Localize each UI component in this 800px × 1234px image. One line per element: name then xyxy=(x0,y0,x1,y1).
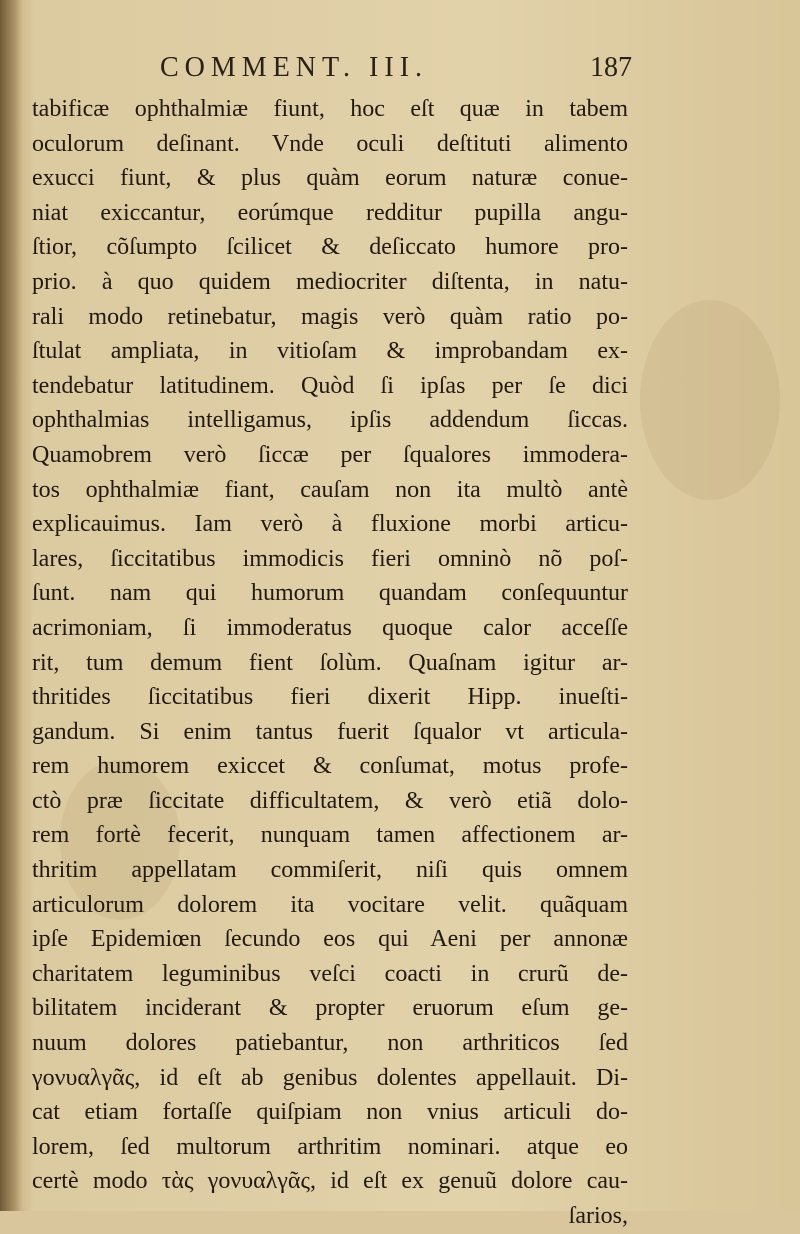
page-gutter xyxy=(0,0,22,1211)
text-line: rem humorem exiccet & conſumat, motus profe- xyxy=(32,753,628,780)
text-line: ſtior, cõſumpto ſcilicet & deſiccato humore pro- xyxy=(32,234,628,261)
text-line: ctò præ ſiccitate difficultatem, & verò etiã dolo- xyxy=(32,787,628,814)
text-line: cat etiam fortaſſe quiſpiam non vnius articuli do- xyxy=(32,1099,628,1126)
paper-stain xyxy=(640,300,780,500)
running-header xyxy=(0,52,800,92)
text-line: rit, tum demum fient ſolùm. Quaſnam igitur ar- xyxy=(32,649,628,676)
text-line: ſtulat ampliata, in vitioſam & improbandam ex- xyxy=(32,338,628,365)
text-line: explicauimus. Iam verò à fluxione morbi articu- xyxy=(32,511,628,538)
text-line: nuum dolores patiebantur, non arthriticos ſed xyxy=(32,1030,628,1057)
text-line: rem fortè fecerit, nunquam tamen affectionem ar- xyxy=(32,822,628,849)
text-line: prio. à quo quidem mediocriter diſtenta, in natu- xyxy=(32,268,628,295)
text-line: ophthalmias intelligamus, ipſis addendum ſiccas. xyxy=(32,407,628,434)
body-text xyxy=(32,92,628,1234)
page-number: 187 xyxy=(590,52,632,83)
text-line: ipſe Epidemiœn ſecundo eos qui Aeni per annonæ xyxy=(32,926,628,953)
text-line: rali modo retinebatur, magis verò quàm ratio po- xyxy=(32,303,628,330)
text-line: bilitatem inciderant & propter eruorum eſum ge- xyxy=(32,995,628,1022)
text-line: Quamobrem verò ſiccæ per ſqualores immodera- xyxy=(32,441,628,468)
text-line: certè modo τὰς γονυαλγᾶς, id eſt ex genuũ dolore cau- xyxy=(32,1168,628,1195)
text-line: acrimoniam, ſi immoderatus quoque calor acceſſe xyxy=(32,614,628,641)
text-line: thritim appellatam commiſerit, niſi quis omnem xyxy=(32,857,628,884)
text-line: tabificæ ophthalmiæ fiunt, hoc eſt quæ in tabem xyxy=(32,96,628,122)
text-line: tendebatur latitudinem. Quòd ſi ipſas per ſe dici xyxy=(32,372,628,399)
text-line: tos ophthalmiæ fiant, cauſam non ita multò antè xyxy=(32,476,628,503)
text-line: exucci fiunt, & plus quàm eorum naturæ conue- xyxy=(32,165,628,192)
header-title: COMMENT. III. xyxy=(160,52,429,83)
text-line: γονυαλγᾶς, id eſt ab genibus dolentes appellauit. Di- xyxy=(32,1064,628,1091)
text-line: oculorum deſinant. Vnde oculi deſtituti alimento xyxy=(32,130,628,157)
catchword: ſarios, xyxy=(568,1203,628,1229)
text-line: niat exiccantur, eorúmque redditur pupilla angu- xyxy=(32,199,628,226)
text-line: lorem, ſed multorum arthritim nominari. atque eo xyxy=(32,1133,628,1160)
text-line: charitatem leguminibus veſci coacti in crurũ de- xyxy=(32,960,628,987)
text-line: gandum. Si enim tantus fuerit ſqualor vt articula- xyxy=(32,718,628,745)
text-line: articulorum dolorem ita vocitare velit. quãquam xyxy=(32,891,628,918)
text-line: lares, ſiccitatibus immodicis fieri omninò nõ poſ- xyxy=(32,545,628,572)
text-line: ſunt. nam qui humorum quandam conſequuntur xyxy=(32,580,628,607)
text-line: thritides ſiccitatibus fieri dixerit Hipp. inueſti- xyxy=(32,684,628,711)
